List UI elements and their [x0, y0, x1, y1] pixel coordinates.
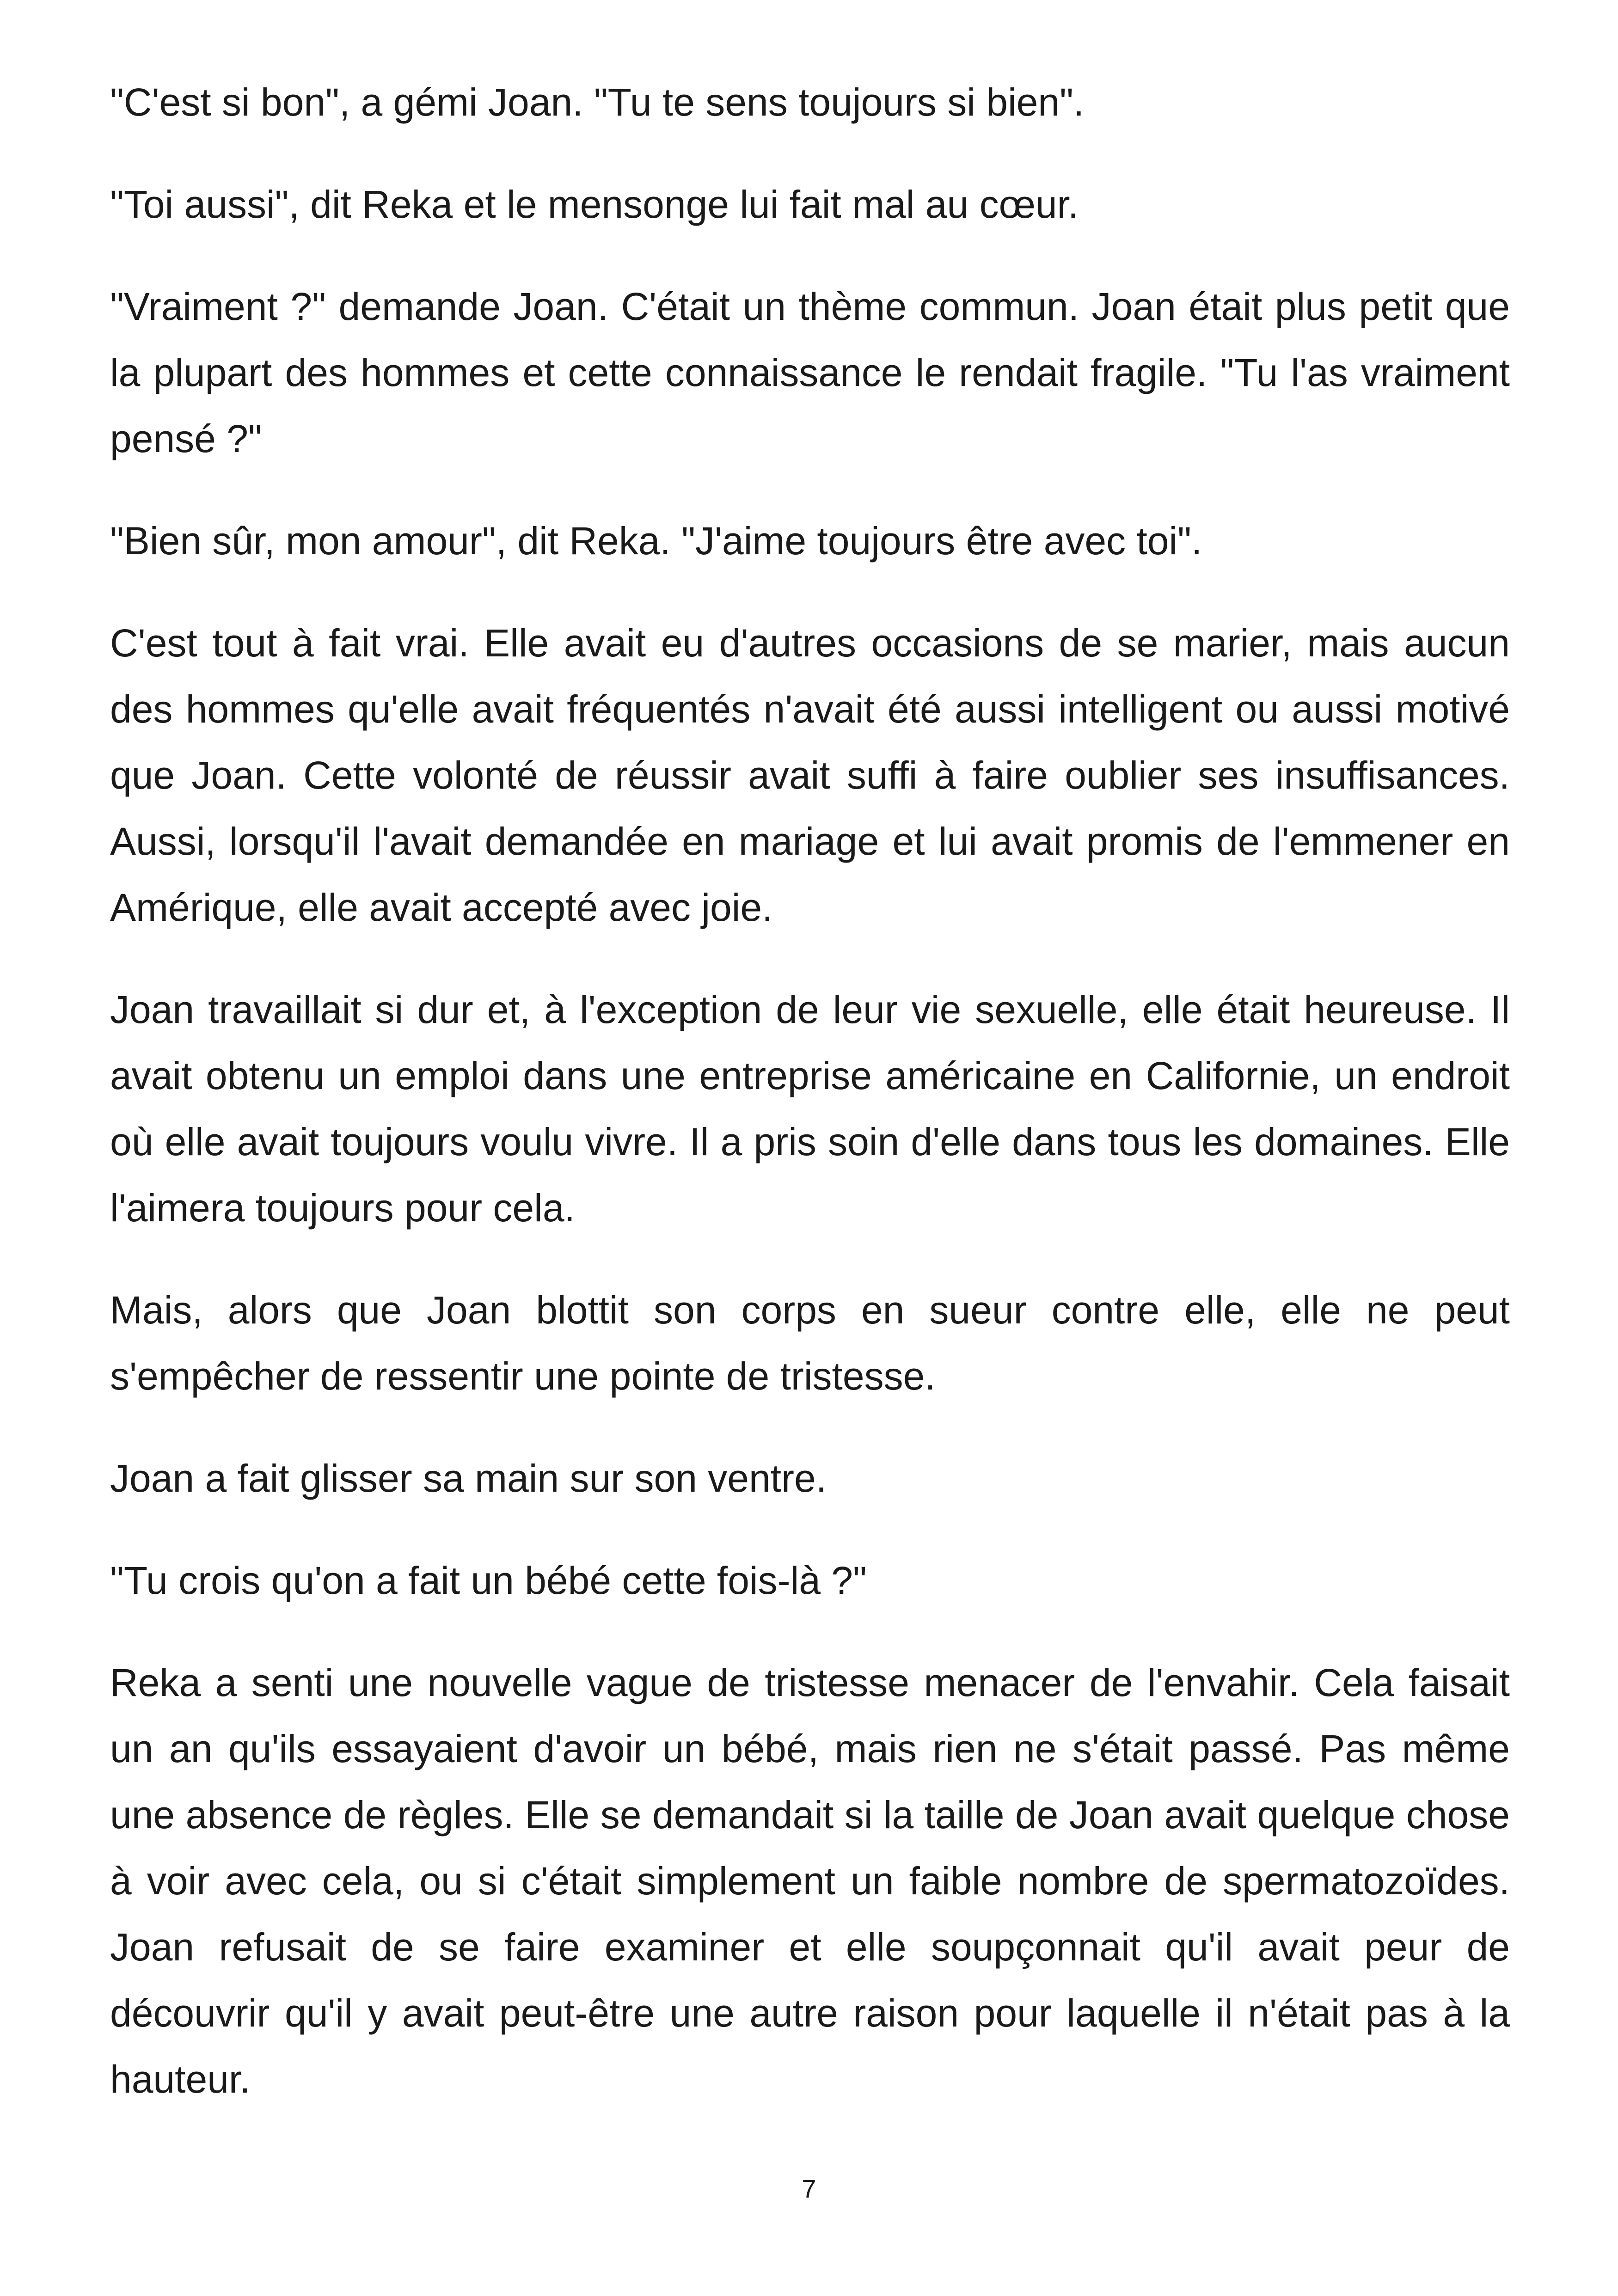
paragraph: Reka a senti une nouvelle vague de tristesse menacer de l'envahir. Cela faisait un an qu'ils essayaient d'avoir un bébé, mais rien ne s'était passé. Pas même une absence de règles. Elle se demandait si la taille de Joan avait quelque chose à voir avec cela, ou si c'était simplement un faible nombre de spermatozoïdes. Joan refusait de se faire examiner et elle soupçonnait qu'il avait peur de découvrir qu'il y avait peut-être une autre raison pour laquelle il n'était pas à la hauteur.: [110, 1661, 1510, 2101]
paragraph: "Toi aussi", dit Reka et le mensonge lui fait mal au cœur.: [110, 183, 1079, 226]
paragraph: "Bien sûr, mon amour", dit Reka. "J'aime toujours être avec toi".: [110, 519, 1202, 563]
paragraph: Mais, alors que Joan blottit son corps en sueur contre elle, elle ne peut s'empêcher de ressentir une pointe de tristesse.: [110, 1288, 1510, 1398]
paragraph: Joan travaillait si dur et, à l'exception de leur vie sexuelle, elle était heureuse. Il avait obtenu un emploi dans une entreprise américaine en Californie, un endroit où elle avait toujours voulu vivre. Il a pris soin d'elle dans tous les domaines. Elle l'aimera toujours pour cela.: [110, 988, 1510, 1230]
paragraph: Joan a fait glisser sa main sur son ventre.: [110, 1457, 827, 1500]
paragraph: C'est tout à fait vrai. Elle avait eu d'autres occasions de se marier, mais aucun des hommes qu'elle avait fréquentés n'avait été aussi intelligent ou aussi motivé que Joan. Cette volonté de réussir avait suffi à faire oublier ses insuffisances. Aussi, lorsqu'il l'avait demandée en mariage et lui avait promis de l'emmener en Amérique, elle avait accepté avec joie.: [110, 621, 1510, 929]
paragraph: "Tu crois qu'on a fait un bébé cette fois-là ?": [110, 1559, 867, 1602]
page-number: 7: [802, 2174, 816, 2203]
paragraph: "C'est si bon", a gémi Joan. "Tu te sens toujours si bien".: [110, 80, 1085, 124]
body-text: [110, 69, 1510, 2149]
paragraph: "Vraiment ?" demande Joan. C'était un thème commun. Joan était plus petit que la plupart des hommes et cette connaissance le rendait fragile. "Tu l'as vraiment pensé ?": [110, 285, 1510, 460]
